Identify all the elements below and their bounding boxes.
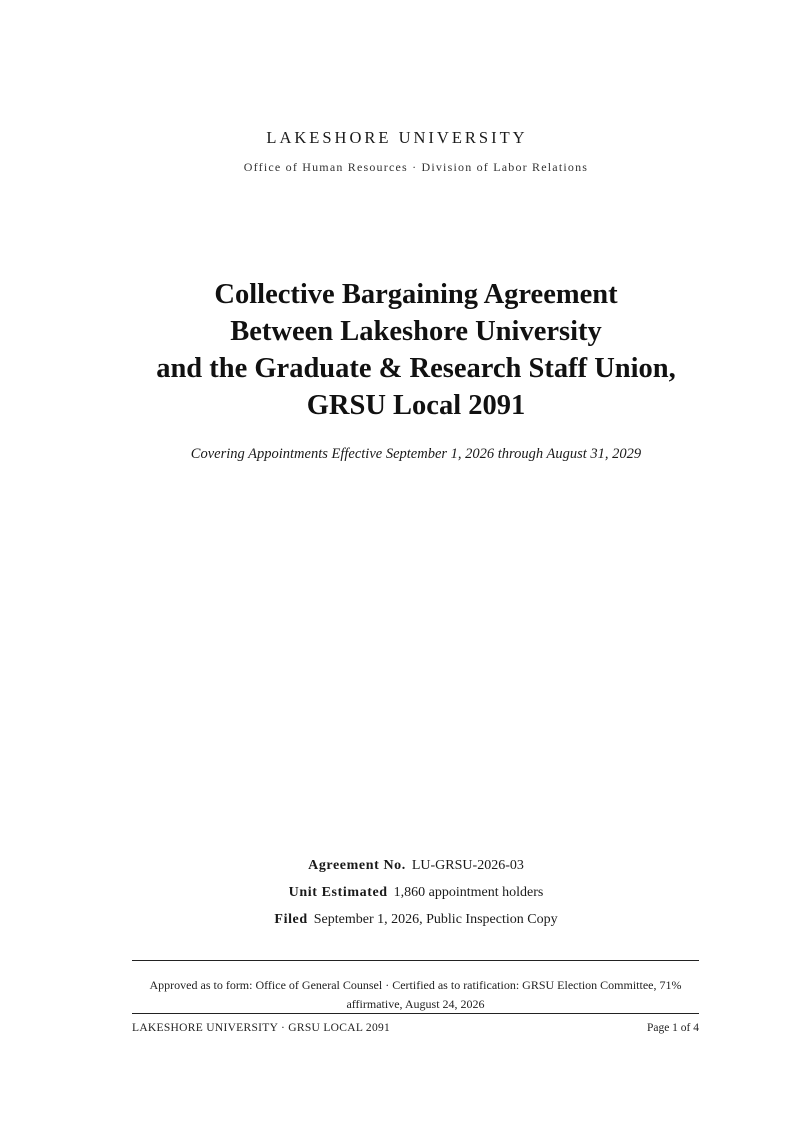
agreement-number-row xyxy=(0,852,794,879)
approval-note: Approved as to form: Office of General Counsel · Certified as to ratification: GRSU Election Committee, 71% affirmative, August 24, 2026 xyxy=(149,978,682,1011)
filed-row xyxy=(0,906,794,933)
agreement-number-label: Agreement No. xyxy=(308,858,406,873)
unit-estimated-label: Unit Estimated xyxy=(288,885,388,900)
unit-estimated-row xyxy=(0,879,794,906)
agreement-metadata xyxy=(0,852,794,933)
title-line-4: GRSU Local 2091 xyxy=(306,390,526,421)
organization-subtitle: Office of Human Resources · Division of Labor Relations xyxy=(243,160,589,174)
filed-value: September 1, 2026, Public Inspection Copy xyxy=(313,912,558,927)
footer-running-head: LAKESHORE UNIVERSITY · GRSU LOCAL 2091 xyxy=(132,1022,391,1034)
divider-top xyxy=(132,960,699,961)
title-line-2: Between Lakeshore University xyxy=(230,316,602,347)
title-line-3: and the Graduate & Research Staff Union, xyxy=(156,353,676,384)
coverage-period: Covering Appointments Effective September 1, 2026 through August 31, 2029 xyxy=(190,446,642,462)
page-number: Page 1 of 4 xyxy=(646,1022,699,1034)
document-title xyxy=(0,276,794,424)
divider-bottom xyxy=(132,1013,699,1014)
title-line-1: Collective Bargaining Agreement xyxy=(214,279,618,310)
organization-name: LAKESHORE UNIVERSITY xyxy=(266,128,528,147)
agreement-number-value: LU-GRSU-2026-03 xyxy=(411,858,524,873)
unit-estimated-value: 1,860 appointment holders xyxy=(393,885,544,900)
filed-label: Filed xyxy=(274,912,308,927)
